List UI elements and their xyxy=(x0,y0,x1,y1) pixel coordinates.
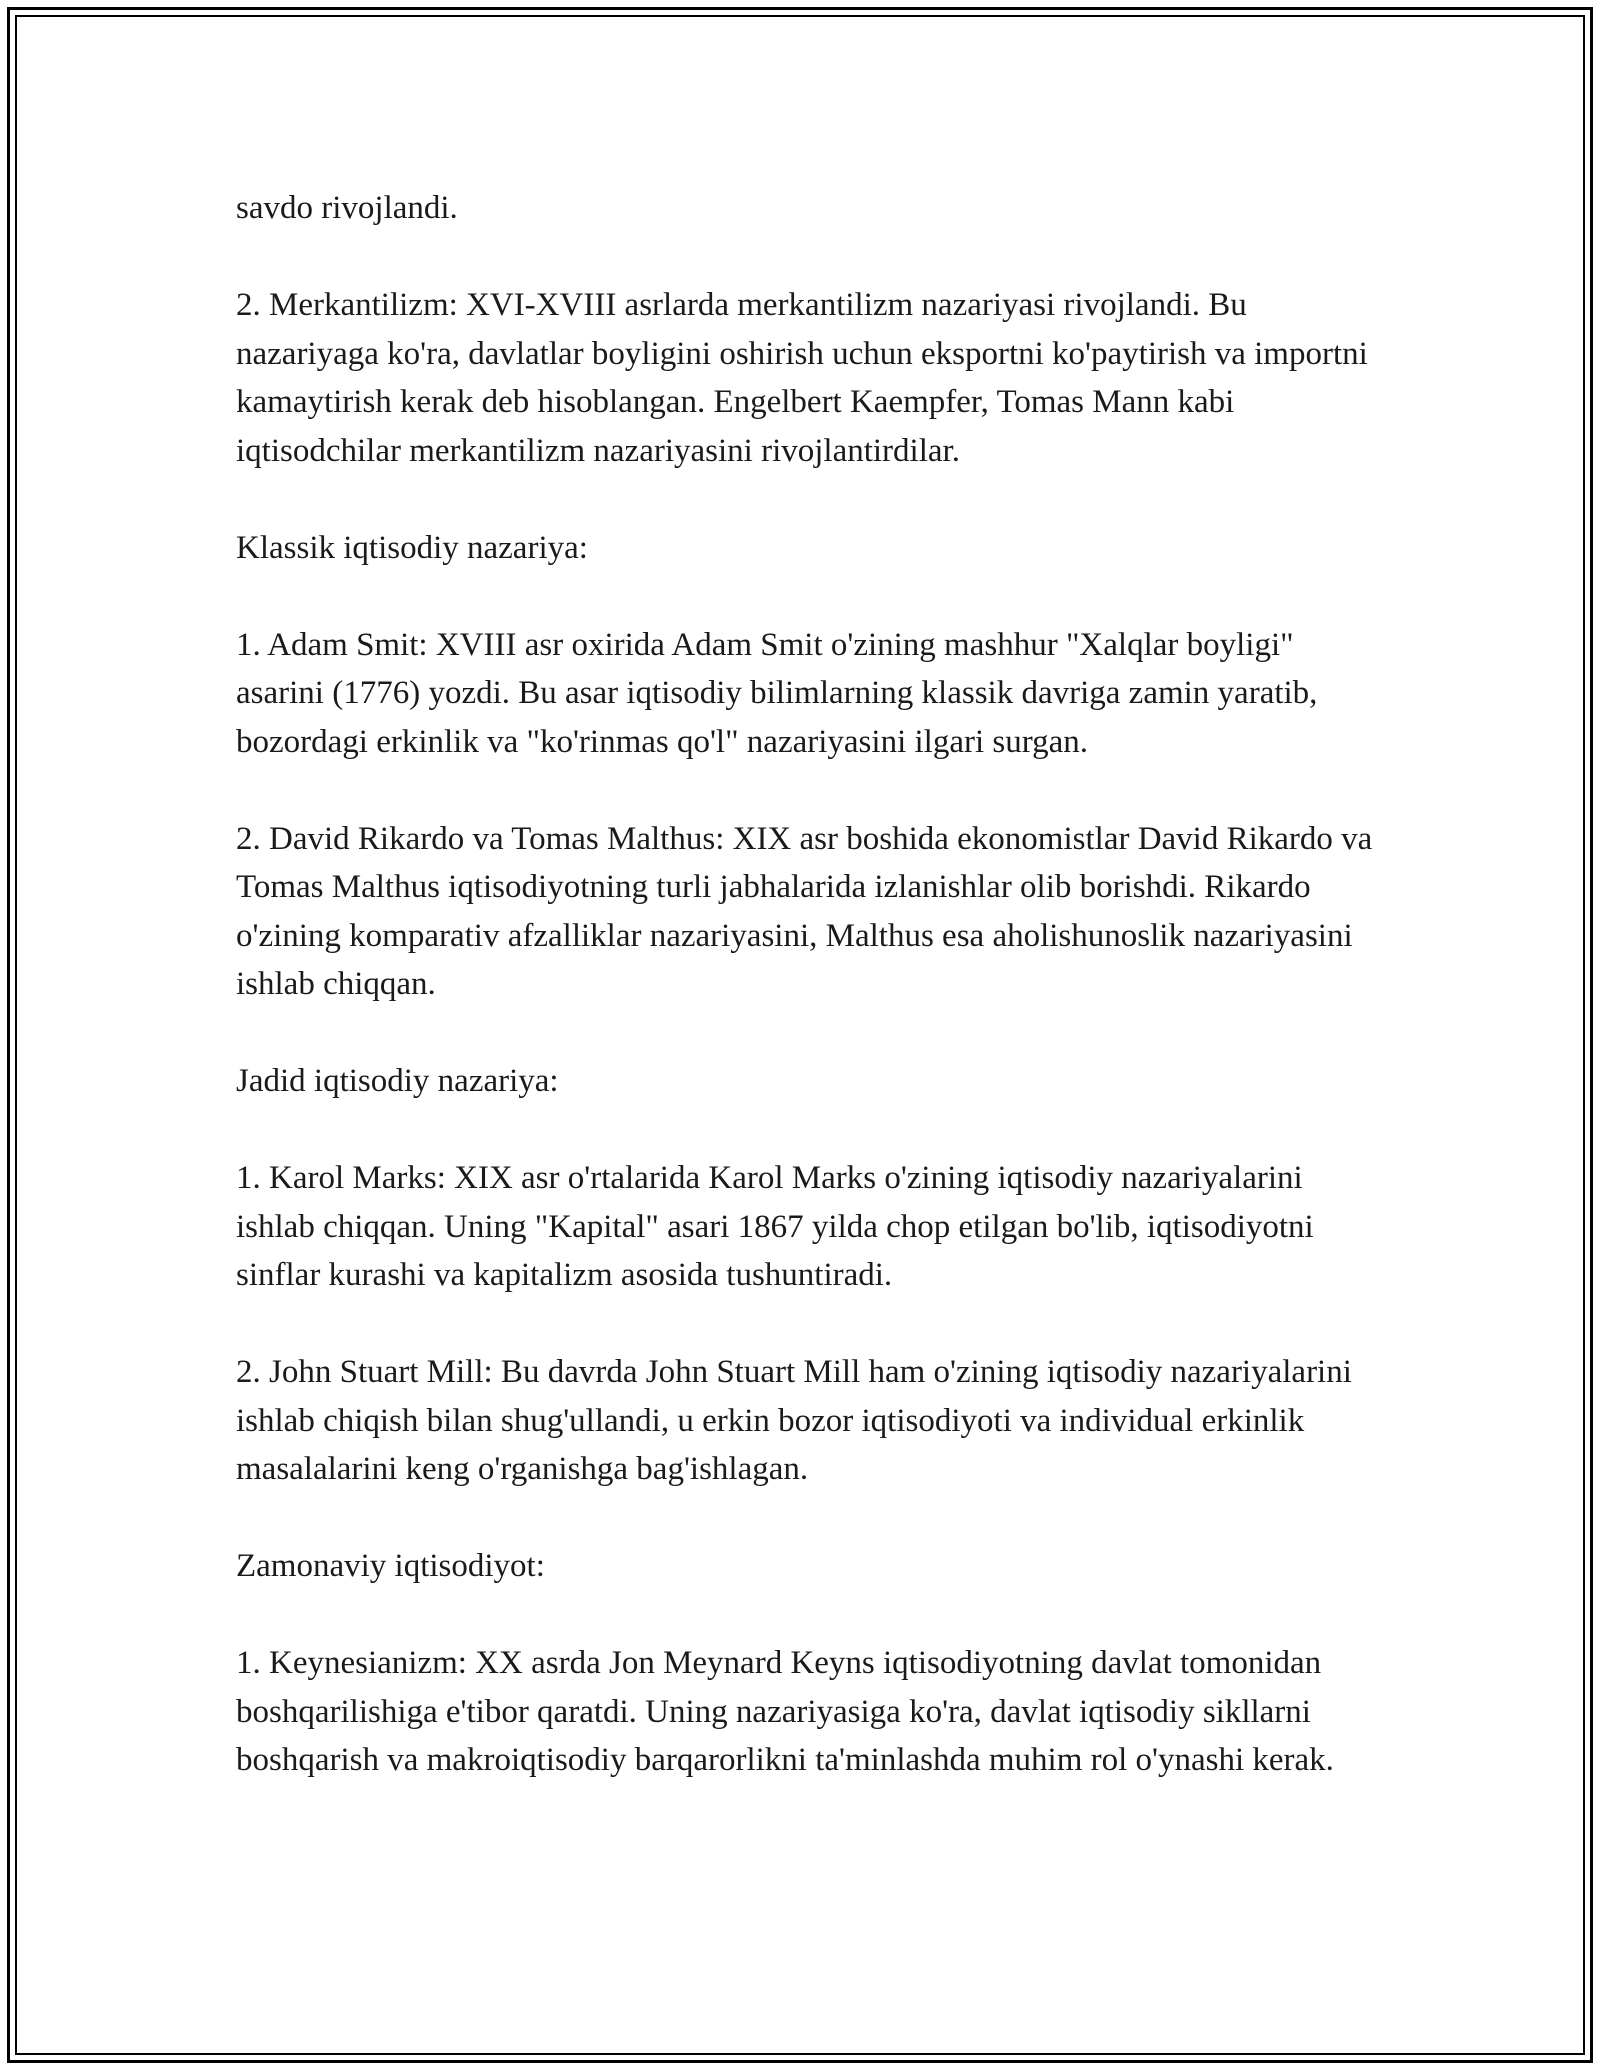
paragraph-savdo-continuation: savdo rivojlandi. xyxy=(236,190,458,226)
heading-klassik-nazariya: Klassik iqtisodiy nazariya: xyxy=(236,529,588,566)
paragraph-keynesianizm: 1. Keynesianizm: XX asrda Jon Meynard Keyns iqtisodiyotning davlat tomonidan boshqarilishiga e'tibor qaratdi. Uning nazariyasiga ko'ra, davlat iqtisodiy sikllarni boshqarish va makroiqtisodiy barqarorlikni ta'minlashda muhim rol o'ynashi kerak. xyxy=(236,1645,1334,1778)
heading-jadid-nazariya: Jadid iqtisodiy nazariya: xyxy=(236,1063,559,1099)
paragraph-karol-marks: 1. Karol Marks: XIX asr o'rtalarida Karol Marks o'zining iqtisodiy nazariyalarini ishlab chiqqan. Uning "Kapital" asari 1867 yilda chop etilgan bo'lib, iqtisodiyotni sinflar kurashi va kapitalizm asosida tushuntiradi. xyxy=(236,1160,1314,1293)
paragraph-john-stuart-mill: 2. John Stuart Mill: Bu davrda John Stuart Mill ham o'zining iqtisodiy nazariyalarini ishlab chiqish bilan shug'ullandi, u erkin bozor iqtisodiyoti va individual erkinlik masalalarini keng o'rganishga bag'ishlagan. xyxy=(236,1354,1352,1487)
paragraph-adam-smit: 1. Adam Smit: XVIII asr oxirida Adam Smit o'zining mashhur "Xalqlar boyligi" asarini (1776) yozdi. Bu asar iqtisodiy bilimlarning klassik davriga zamin yaratib, bozordagi erkinlik va "ko'rinmas qo'l" nazariyasini ilgari surgan. xyxy=(236,626,1318,760)
heading-zamonaviy-iqtisodiyot: Zamonaviy iqtisodiyot: xyxy=(236,1548,545,1584)
paragraph-rikardo-malthus: 2. David Rikardo va Tomas Malthus: XIX asr boshida ekonomistlar David Rikardo va Tomas Malthus iqtisodiyotning turli jabhalarida izlanishlar olib borishdi. Rikardo o'zining komparativ afzalliklar nazariyasini, Malthus esa aholishunoslik nazariyasini ishlab chiqqan. xyxy=(236,820,1373,1002)
document-body xyxy=(236,184,1376,1785)
paragraph-merkantilizm: 2. Merkantilizm: XVI-XVIII asrlarda merkantilizm nazariyasi rivojlandi. Bu nazariyaga ko'ra, davlatlar boyligini oshirish uchun eksportni ko'paytirish va importni kamaytirish kerak deb hisoblangan. Engelbert Kaempfer, Tomas Mann kabi iqtisodchilar merkantilizm nazariyasini rivojlantirdilar. xyxy=(236,287,1368,469)
